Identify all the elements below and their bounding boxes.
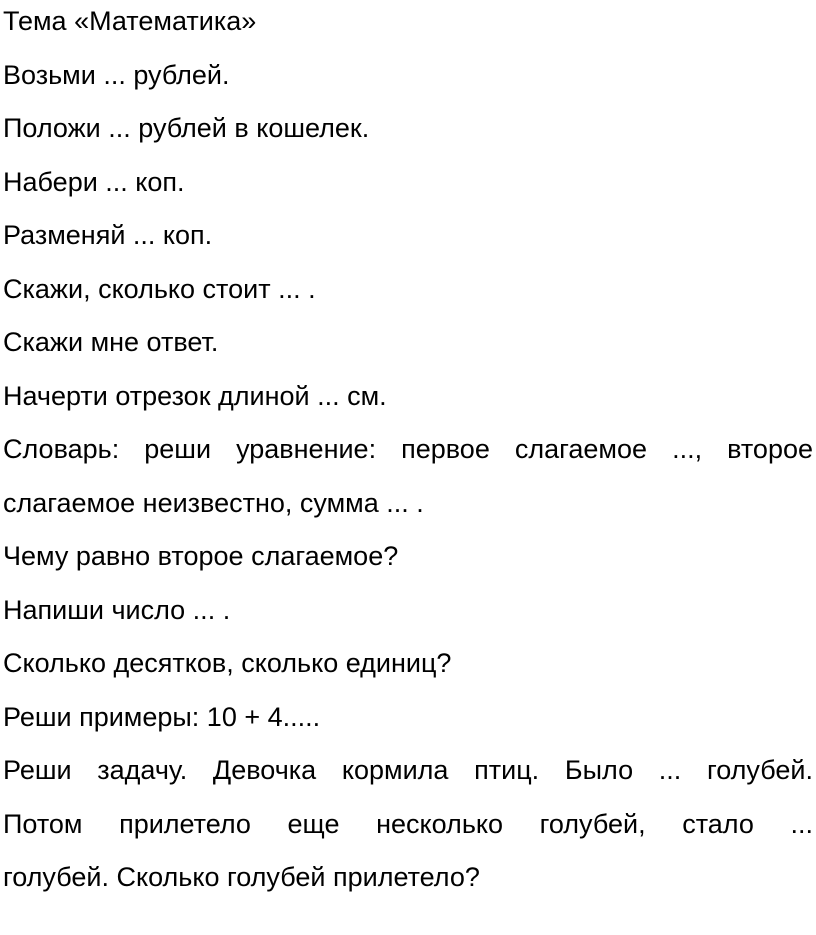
text-line: Положи ... рублей в кошелек.: [3, 113, 370, 143]
text-line: Начерти отрезок длиной ... см.: [3, 380, 387, 411]
text-line: Напиши число ... .: [3, 594, 231, 625]
text-line: голубей. Сколько голубей прилетело?: [3, 862, 480, 892]
document-body: [3, 0, 813, 910]
text-line: Скажи, сколько стоит ... .: [3, 273, 316, 304]
text-line: Разменяй ... коп.: [3, 220, 213, 250]
text-line: Потом прилетело еще несколько голубей, стало ...: [3, 808, 813, 839]
text-line: Возьми ... рублей.: [3, 59, 230, 90]
text-line: слагаемое неизвестно, сумма ... .: [3, 487, 424, 518]
document-title: Тема «Математика»: [3, 6, 257, 36]
text-line: Словарь: реши уравнение: первое слагаемое ..., второе: [3, 434, 813, 464]
text-line: Скажи мне ответ.: [3, 327, 219, 357]
text-line: Набери ... коп.: [3, 166, 185, 197]
text-line: Реши примеры: 10 + 4.....: [3, 701, 321, 732]
text-line: Чему равно второе слагаемое?: [3, 541, 399, 571]
text-line: Реши задачу. Девочка кормила птиц. Было ... голубей.: [3, 755, 813, 785]
text-line: Сколько десятков, сколько единиц?: [3, 648, 452, 678]
